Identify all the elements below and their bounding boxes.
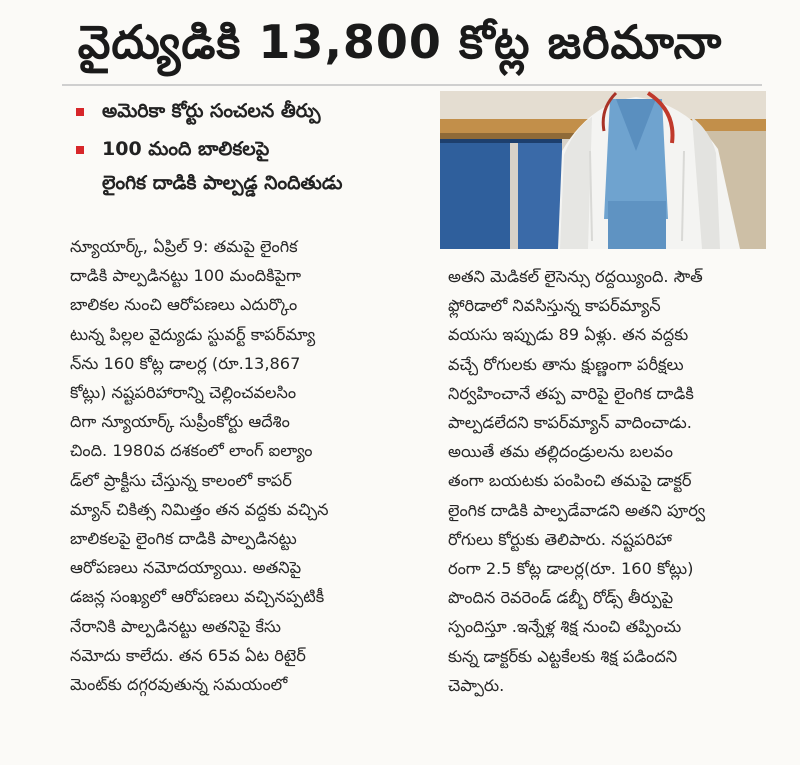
body-text-line: బాలికల నుంచి ఆరోపణలు ఎదుర్కొం <box>70 295 298 315</box>
bullet-text: లైంగిక దాడికి పాల్పడ్డ నిందితుడు <box>102 172 343 194</box>
body-text-line: దాడికి పాల్పడినట్టు 100 మందికిపైగా <box>70 266 302 286</box>
body-text-line: కోట్లు) నష్టపరిహారాన్ని చెల్లించవలసిం <box>70 383 297 403</box>
summary-bullets <box>68 94 428 200</box>
body-text-line: న్‌ను 160 కోట్ల డాలర్ల (రూ.13,867 <box>70 353 301 373</box>
bullet-marker-icon <box>76 108 84 116</box>
body-text-line: నిర్వహించానే తప్ప వారిపై లైంగిక దాడికి <box>448 383 694 403</box>
body-text-line: అతని మెడికల్ లైసెన్సు రద్దయ్యింది. సౌత్ <box>448 267 703 286</box>
body-text-line: ఫ్లోరిడాలో నివసిస్తున్న కాపర్‌మ్యాన్ <box>448 296 661 316</box>
body-text-line: చింది. 1980వ దశకంలో లాంగ్ ఐల్యాం <box>70 441 313 461</box>
body-text-line: న్యూయార్క్, ఏప్రిల్ 9: తమపై లైంగిక <box>70 237 298 256</box>
body-text-line: ఆరోపణలు నమోదయ్యాయి. అతనిపై <box>70 558 302 578</box>
body-text-line: లైంగిక దాడికి పాల్పడేవాడని అతని పూర్వ <box>448 500 706 520</box>
body-text-line: బాలికలపై లైంగిక దాడికి పాల్పడినట్టు <box>70 529 297 549</box>
body-text-line: స్పందిస్తూ .ఇన్నేళ్ల శిక్ష నుంచి తప్పించు <box>448 617 682 637</box>
body-text-line: నేరానికి పాల్పడినట్టు అతనిపై కేసు <box>70 616 281 636</box>
body-text-line: నమోదు కాలేదు. తన 65వ ఏట రిటైర్ <box>70 645 306 665</box>
body-text-line: రోగులు కోర్టుకు తెలిపారు. నష్టపరిహా <box>448 529 672 549</box>
body-text-line: కున్న డాక్టర్‌కు ఎట్టకేలకు శిక్ష పడిందని <box>448 646 678 666</box>
body-text-line: తంగా బయటకు పంపించి తమపై డాక్టర్ <box>448 471 692 491</box>
bullet-item <box>68 94 428 128</box>
body-text-line: రంగా 2.5 కోట్ల డాలర్ల(రూ. 160 కోట్లు) <box>448 559 694 579</box>
body-text-line: వయసు ఇప్పుడు 89 ఏళ్లు. తన వద్దకు <box>448 325 689 345</box>
bullet-text: 100 మంది బాలికలపై <box>102 138 270 160</box>
headline-rule <box>62 84 762 86</box>
body-text-line: డ్‌లో ప్రాక్టీసు చేస్తున్న కాలంలో కాపర్ <box>70 470 292 490</box>
headline: వైద్యుడికి 13,800 కోట్ల జరిమానా <box>77 15 723 69</box>
body-text-line: డజన్ల సంఖ్యలో ఆరోపణలు వచ్చినప్పటికీ <box>70 587 325 607</box>
body-text-line: పొందిన రెవరెండ్ డబ్బీ రోడ్స్ తీర్పుపై <box>448 588 674 608</box>
body-text-line: టున్న పిల్లల వైద్యుడు స్టువర్ట్ కాపర్‌మ్యా <box>70 324 316 344</box>
bullet-text: అమెరికా కోర్టు సంచలన తీర్పు <box>102 100 321 122</box>
body-text-line: మెంట్‌కు దగ్గరవుతున్న సమయంలో <box>70 675 288 695</box>
doctor-photo <box>440 91 766 249</box>
body-text-line: చెప్పారు. <box>448 675 505 695</box>
article-column-right <box>448 262 766 700</box>
body-text-line: పాల్పడలేదని కాపర్‌మ్యాన్ వాదించాడు. <box>448 413 692 433</box>
bullet-marker-icon <box>76 146 84 154</box>
body-text-line: అయితే తమ తల్లిదండ్రులను బలవం <box>448 442 673 462</box>
article-column-left <box>70 232 412 699</box>
body-text-line: దిగా న్యూయార్క్ సుప్రీంకోర్టు ఆదేశిం <box>70 412 290 432</box>
bullet-item <box>68 132 428 200</box>
body-text-line: మ్యాన్ చికిత్స నిమిత్తం తన వద్దకు వచ్చిన <box>70 499 329 519</box>
body-text-line: వచ్చే రోగులకు తాను క్షుణ్ణంగా పరీక్షలు <box>448 354 684 374</box>
